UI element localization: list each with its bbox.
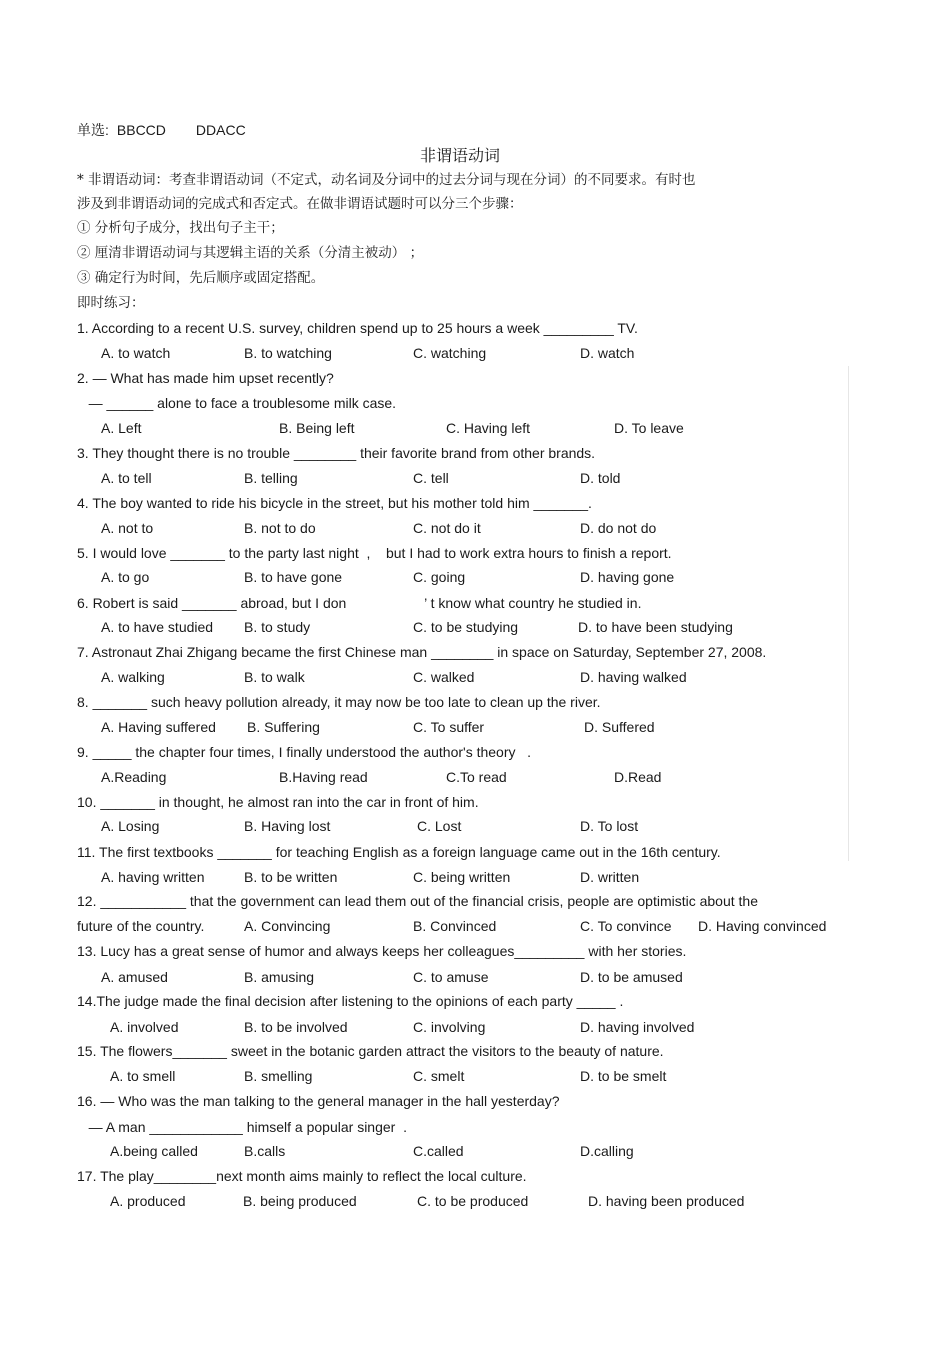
question-11-stem: 11. The first textbooks _______ for teaching English as a foreign language came out in the 16th century. [77,844,721,860]
question-16-option-d: D.calling [580,1143,634,1159]
question-2-options [0,420,950,440]
question-16-option-c: C.called [413,1143,464,1159]
question-12-stem: 12. ___________ that the government can lead them out of the financial crisis, people are optimistic about the [77,893,758,909]
question-6-option-d: D. to have been studying [578,619,733,635]
question-8-option-c: C. To suffer [413,719,485,735]
question-13-options [0,969,950,989]
question-10-option-b: B. Having lost [244,818,331,834]
question-14-options [0,1019,950,1039]
question-3-option-d: D. told [580,470,621,486]
question-15-option-b: B. smelling [244,1068,313,1084]
question-3-options [0,470,950,490]
question-12-option-a: A. Convincing [244,918,331,934]
question-9-option-d: D.Read [614,769,662,785]
question-15-options [0,1068,950,1088]
question-1-options [0,345,950,365]
answer-group-2: DDACC [195,122,246,138]
question-10-options [0,818,950,838]
question-17-option-d: D. having been produced [588,1193,745,1209]
question-7-option-a: A. walking [101,669,165,685]
intro-line-1: * 非谓语动词：考查非谓语动词（不定式，动名词及分词中的过去分词与现在分词）的不同要求。有时也 [77,172,696,188]
question-11-option-d: D. written [580,869,640,885]
question-2-option-d: D. To leave [614,420,684,436]
question-1-stem: 1. According to a recent U.S. survey, children spend up to 25 hours a week _________ TV. [77,320,638,336]
question-15-option-c: C. smelt [413,1068,465,1084]
question-13-option-c: C. to amuse [413,969,489,985]
question-3-option-c: C. tell [413,470,449,486]
question-15-stem: 15. The flowers_______ sweet in the botanic garden attract the visitors to the beauty of nature. [77,1043,664,1059]
question-16-stem-1: 16. — Who was the man talking to the general manager in the hall yesterday? [77,1093,560,1109]
question-7-option-d: D. having walked [580,669,687,685]
question-9-option-a: A.Reading [101,769,167,785]
question-14-option-d: D. having involved [580,1019,695,1035]
question-4-stem: 4. The boy wanted to ride his bicycle in the street, but his mother told him _______. [77,495,592,511]
practice-heading: 即时练习： [77,295,145,311]
question-12-option-c: C. To convince [580,918,672,934]
question-6-option-b: B. to study [244,619,311,635]
question-4-option-d: D. do not do [580,520,657,536]
question-12-option-b: B. Convinced [413,918,497,934]
question-5-options [0,569,950,589]
question-6-option-c: C. to be studying [413,619,519,635]
question-7-option-b: B. to walk [244,669,305,685]
question-1-option-a: A. to watch [101,345,171,361]
question-17-stem: 17. The play________next month aims mainly to reflect the local culture. [77,1168,527,1184]
question-10-option-c: C. Lost [417,818,462,834]
answer-key-label: 单选: [77,122,109,138]
question-5-option-b: B. to have gone [244,569,343,585]
question-6-stem: 6. Robert is said _______ abroad, but I don ’ t know what country he studied in. [77,595,642,611]
question-14-option-c: C. involving [413,1019,486,1035]
question-2-stem-1: 2. — What has made him upset recently? [77,370,334,386]
question-8-options [0,719,950,739]
question-9-option-b: B.Having read [279,769,368,785]
question-17-options [0,1193,950,1213]
question-2-stem-2: — ______ alone to face a troublesome milk case. [77,395,397,411]
question-2-option-c: C. Having left [446,420,531,436]
question-11-option-b: B. to be written [244,869,338,885]
question-2-option-b: B. Being left [279,420,355,436]
question-6-option-a: A. to have studied [101,619,214,635]
intro-step-2: ② 厘清非谓语动词与其逻辑主语的关系（分清主被动） ； [77,245,424,261]
question-2-option-a: A. Left [101,420,142,436]
question-9-stem: 9. _____ the chapter four times, I finally understood the author's theory . [77,744,532,760]
question-8-stem: 8. _______ such heavy pollution already, it may now be too late to clean up the river. [77,694,601,710]
answer-group-1: BBCCD [116,122,166,138]
question-9-options [0,769,950,789]
question-10-option-d: D. To lost [580,818,639,834]
question-7-stem: 7. Astronaut Zhai Zhigang became the first Chinese man ________ in space on Saturday, September 27, 2008. [77,644,767,660]
question-3-option-a: A. to tell [101,470,152,486]
question-8-option-d: D. Suffered [584,719,655,735]
intro-line-2: 涉及到非谓语动词的完成式和否定式。在做非谓语试题时可以分三个步骤： [77,196,523,212]
question-5-stem: 5. I would love _______ to the party last night , but I had to work extra hours to finish a report. [77,545,672,561]
question-16-stem-2: — A man ____________ himself a popular singer . [77,1119,407,1135]
question-17-option-c: C. to be produced [417,1193,529,1209]
question-13-option-a: A. amused [101,969,168,985]
question-8-option-b: B. Suffering [247,719,320,735]
question-4-options [0,520,950,540]
question-6-options [0,619,950,639]
question-5-option-a: A. to go [101,569,150,585]
question-16-option-a: A.being called [110,1143,198,1159]
question-3-stem: 3. They thought there is no trouble ________ their favorite brand from other brands. [77,445,596,461]
question-4-option-a: A. not to [101,520,154,536]
question-11-option-a: A. having written [101,869,205,885]
question-13-option-b: B. amusing [244,969,315,985]
question-3-option-b: B. telling [244,470,298,486]
question-7-options [0,669,950,689]
intro-step-1: ① 分析句子成分，找出句子主干； [77,220,284,236]
question-11-options [0,869,950,889]
question-9-option-c: C.To read [446,769,507,785]
question-12-option-d: D. Having convinced [698,918,827,934]
question-1-option-c: C. watching [413,345,487,361]
question-11-option-c: C. being written [413,869,511,885]
question-4-option-c: C. not do it [413,520,481,536]
question-17-option-a: A. produced [110,1193,186,1209]
question-14-stem: 14.The judge made the final decision after listening to the opinions of each party _____ . [77,993,624,1009]
question-14-option-a: A. involved [110,1019,179,1035]
question-5-option-c: C. going [413,569,466,585]
question-13-stem: 13. Lucy has a great sense of humor and always keeps her colleagues_________ with her stories. [77,943,687,959]
page-title: 非谓语动词 [419,146,500,165]
question-16-option-b: B.calls [244,1143,286,1159]
question-12-options [0,918,950,938]
question-12-stem-continued: future of the country. [77,918,205,934]
question-4-option-b: B. not to do [244,520,316,536]
question-8-option-a: A. Having suffered [101,719,216,735]
question-14-option-b: B. to be involved [244,1019,348,1035]
question-17-option-b: B. being produced [243,1193,357,1209]
question-5-option-d: D. having gone [580,569,675,585]
question-15-option-d: D. to be smelt [580,1068,667,1084]
question-16-options [0,1143,950,1163]
question-1-option-d: D. watch [580,345,635,361]
question-7-option-c: C. walked [413,669,475,685]
question-1-option-b: B. to watching [244,345,332,361]
answer-key [77,120,246,140]
question-10-option-a: A. Losing [101,818,160,834]
question-13-option-d: D. to be amused [580,969,683,985]
question-15-option-a: A. to smell [110,1068,176,1084]
intro-step-3: ③ 确定行为时间，先后顺序或固定搭配。 [77,270,325,286]
question-10-stem: 10. _______ in thought, he almost ran into the car in front of him. [77,794,479,810]
